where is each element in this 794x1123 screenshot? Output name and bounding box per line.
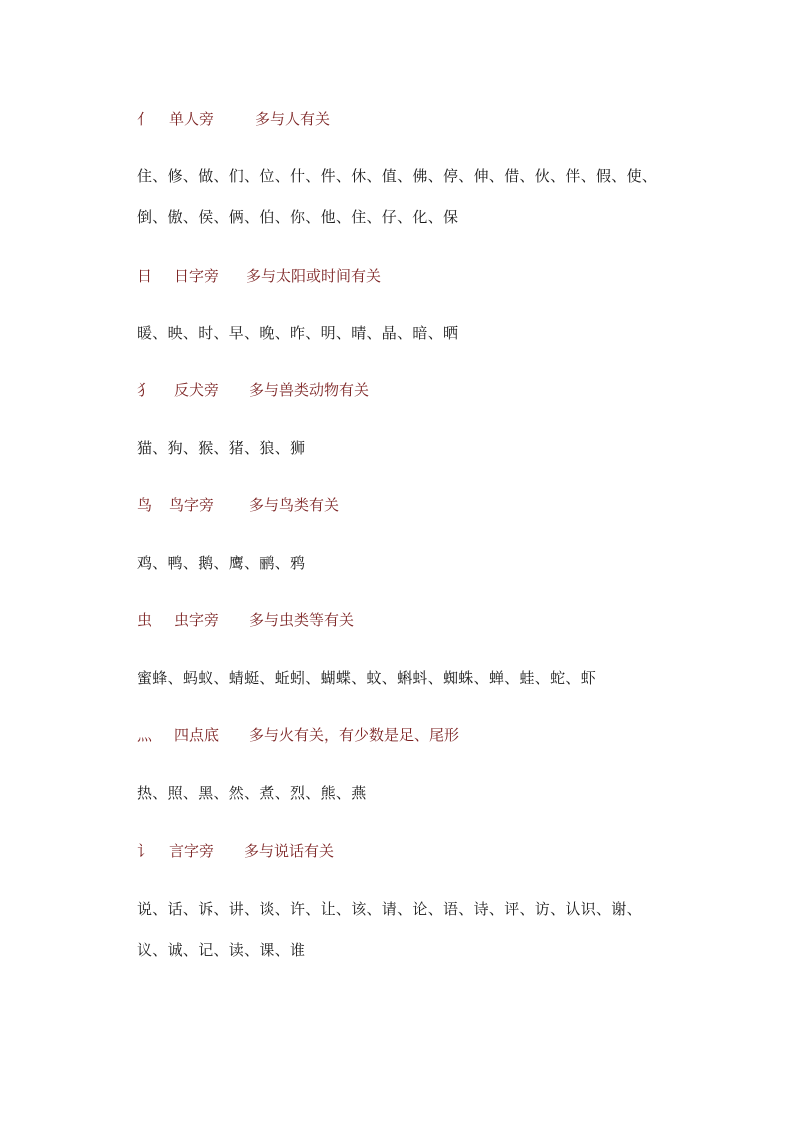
radical-name: 四点底 [174, 726, 220, 744]
radical-symbol: 日 [137, 267, 153, 285]
radical-symbol: 鸟 [137, 496, 153, 514]
radical-name: 言字旁 [169, 842, 215, 860]
radical-meaning: 多与说话有关 [244, 842, 335, 860]
radical-symbol: 亻 [137, 110, 153, 128]
example-chars-line: 鸡、鸭、鹅、鹰、鹂、鸦 [137, 554, 306, 572]
radical-meaning: 多与火有关，有少数是足、尾形 [249, 726, 460, 744]
example-chars-line: 住、修、做、们、位、什、件、休、值、佛、停、伸、借、伙、伴、假、使、 [137, 167, 658, 185]
radical-meaning: 多与鸟类有关 [249, 496, 340, 514]
radical-meaning: 多与虫类等有关 [249, 611, 355, 629]
example-chars-line: 蜜蜂、蚂蚁、蜻蜓、蚯蚓、蝴蝶、蚊、蝌蚪、蜘蛛、蝉、蛙、蛇、虾 [137, 669, 597, 687]
radical-name: 鸟字旁 [169, 496, 215, 514]
radical-symbol: 灬 [137, 726, 153, 744]
example-chars-line: 议、诚、记、读、课、谁 [137, 941, 306, 959]
radical-symbol: 讠 [137, 842, 153, 860]
radical-name: 日字旁 [174, 267, 220, 285]
radical-name: 虫字旁 [174, 611, 220, 629]
radical-name: 单人旁 [169, 110, 215, 128]
example-chars-line: 说、话、诉、讲、谈、许、让、该、请、论、语、诗、评、访、认识、谢、 [137, 900, 642, 918]
radical-symbol: 虫 [137, 611, 153, 629]
radical-name: 反犬旁 [174, 381, 220, 399]
example-chars-line: 暖、映、时、早、晚、昨、明、晴、晶、暗、晒 [137, 324, 459, 342]
example-chars-line: 热、照、黑、然、煮、烈、熊、燕 [137, 784, 367, 802]
radical-symbol: 犭 [137, 381, 153, 399]
example-chars-line: 猫、狗、猴、猪、狼、狮 [137, 439, 306, 457]
radical-meaning: 多与太阳或时间有关 [246, 267, 382, 285]
radical-meaning: 多与人有关 [255, 110, 331, 128]
radical-meaning: 多与兽类动物有关 [249, 381, 370, 399]
example-chars-line: 倒、傲、侯、俩、伯、你、他、住、仔、化、保 [137, 208, 459, 226]
